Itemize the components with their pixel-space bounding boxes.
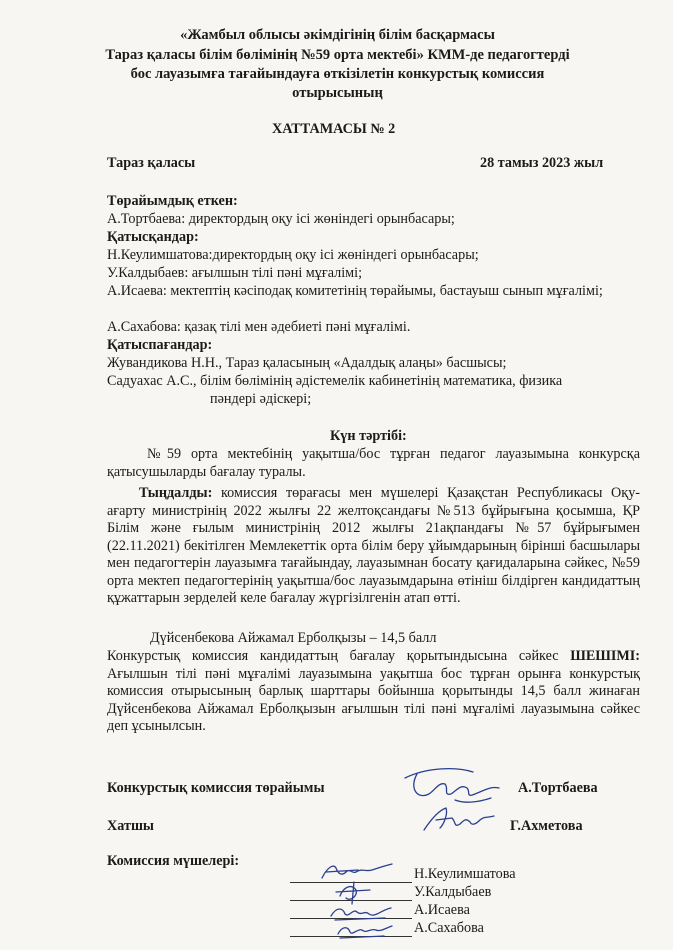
- member-name: У.Калдыбаев: [414, 884, 492, 900]
- decision-text: Ағылшын тілі пәні мұғалімі лауазымына уақытша бос тұрған орынға конкурстық комиссия отырысының барлық шарттары бойынша қорытынды 14,5 балл жинаған Дүйсенбекова Айжамал Ерболқызын ағылшын тілі пәні мұғалімі лауазымына сәйкес деп ұсынылсын.: [107, 665, 640, 734]
- participants-heading: Қатысқандар:: [107, 229, 199, 245]
- chair-heading: Төрайымдық еткен:: [107, 193, 238, 209]
- chair-line: А.Тортбаева: директордың оқу ісі жөніндегі орынбасары;: [107, 211, 455, 227]
- participant-item: Н.Кеулимшатова:директордың оқу ісі жөніндегі орынбасары;: [107, 247, 479, 263]
- member-signature: [332, 916, 397, 942]
- agenda-heading: Күн тәртібі:: [330, 428, 407, 444]
- candidate-line: Дүйсенбекова Айжамал Ерболқызы – 14,5 балл: [150, 630, 437, 646]
- agenda-text: №59 орта мектебінің уақытша/бос тұрған педагог лауазымына конкурсқа қатысушыларды бағалау туралы.: [107, 446, 640, 480]
- chair-signature-name: А.Тортбаева: [518, 780, 598, 796]
- header-line-3: бос лауазымға тағайындауға өткізілетін конкурстық комиссия: [130, 66, 545, 82]
- decision-paragraph: [107, 648, 640, 736]
- participant-item: А.Исаева: мектептің кәсіподақ комитетінің төрайымы, бастауыш сынып мұғалімі;: [107, 283, 603, 299]
- date: 28 тамыз 2023 жыл: [480, 155, 604, 171]
- header-line-1: «Жамбыл облысы әкімдігінің білім басқармасы: [180, 27, 495, 43]
- member-name: А.Сахабова: [414, 920, 484, 936]
- secretary-signature-name: Г.Ахметова: [510, 818, 583, 834]
- header-line-4: отырысының: [292, 85, 383, 101]
- participant-item: У.Калдыбаев: ағылшын тілі пәні мұғалімі;: [107, 265, 363, 281]
- heard-label: Тыңдалды:: [139, 485, 213, 501]
- chair-signature-label: Конкурстық комиссия төрайымы: [107, 780, 325, 796]
- result-intro: Конкурстық комиссия кандидаттың бағалау қорытындысына сәйкес: [107, 648, 559, 664]
- participant-item: А.Сахабова: қазақ тілі мен әдебиеті пәні мұғалімі.: [107, 319, 411, 335]
- header-line-2: Тараз қаласы білім бөлімінің №59 орта мектебі» КММ-де педагогтерді: [105, 47, 570, 63]
- heard-paragraph: [107, 485, 640, 608]
- member-name: Н.Кеулимшатова: [414, 866, 516, 882]
- place: Тараз қаласы: [107, 155, 196, 171]
- document-title: ХАТТАМАСЫ № 2: [272, 121, 396, 137]
- observer-item: Жувандикова Н.Н., Тараз қаласының «Адалдық алаңы» басшысы;: [107, 355, 507, 371]
- heard-text: комиссия төрағасы мен мүшелері Қазақстан Республикасы Оқу-ағарту министрінің 2022 жылғы 22 желтоқсандағы №513 бұйрығына қосымша, ҚР Білім және ғылым министрінің 2012 жылғы 21ақпандағы №57 бұйрығымен (22.11.2021) бекітілген Мемлекеттік орта білім беру ұйымдарының бірінші басшылары мен педагогтерін лауазымға тағайындау, лауазымнан босату қағидаларына сәйкес, №59 орта мектеп педагогтерінің уақытша/бос лауазымдарына өтініш білдірген кандидаттың құжаттарын зерделей келе бағалау жүргізілгенін атап өтті.: [107, 485, 641, 606]
- decision-label: ШЕШІМІ:: [570, 648, 641, 664]
- members-label: Комиссия мүшелері:: [107, 853, 240, 869]
- observer-item: Садуахас А.С., білім бөлімінің әдістемелік кабинетінің математика, физика: [107, 373, 563, 389]
- observer-item: пәндері әдіскері;: [210, 391, 312, 407]
- secretary-signature: [418, 800, 503, 840]
- observers-heading: Қатыспағандар:: [107, 337, 213, 353]
- secretary-signature-label: Хатшы: [107, 818, 154, 834]
- member-name: А.Исаева: [414, 902, 470, 918]
